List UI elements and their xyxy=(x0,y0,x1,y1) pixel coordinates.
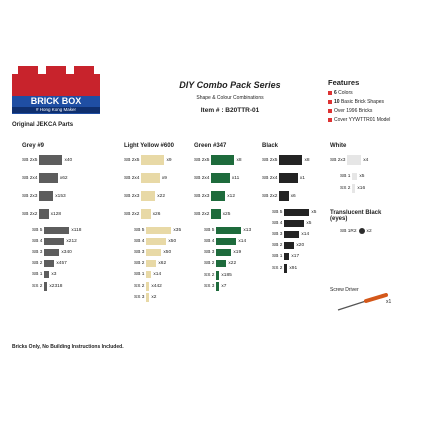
part-label: SB 2x3 xyxy=(22,193,38,199)
part-count: x35 xyxy=(173,228,182,233)
brick-swatch xyxy=(39,191,53,201)
part-count: x185 xyxy=(221,273,232,278)
brick-swatch xyxy=(146,293,149,302)
part-count: x6 xyxy=(290,193,296,199)
part-count: x7 xyxy=(221,284,227,289)
part-label: SB 3 xyxy=(134,250,145,255)
part-label: SB 2x4 xyxy=(262,175,278,181)
part-count: x2 xyxy=(366,228,372,234)
part-row xyxy=(204,260,236,267)
logo-band xyxy=(12,96,100,114)
page-title: DIY Combo Pack Series xyxy=(179,80,281,90)
part-count: x9 xyxy=(166,157,172,163)
part-label: SB 2x2 xyxy=(22,211,38,217)
part-row xyxy=(272,253,299,260)
feature-item: 6 Colors xyxy=(328,90,353,96)
part-count: x118 xyxy=(71,228,82,233)
part-count: x5 xyxy=(306,221,312,226)
tool-count: x1 xyxy=(386,299,392,305)
part-label: SB 1 xyxy=(272,254,283,259)
part-label: SB 1 xyxy=(340,174,351,179)
footer-note: Bricks Only, No Building Instructions Included. xyxy=(12,344,124,350)
brick-swatch xyxy=(141,209,150,219)
part-label: SB 3 xyxy=(32,250,43,255)
part-label: SB 5 xyxy=(32,228,43,233)
part-row xyxy=(22,191,66,201)
part-count: x14 xyxy=(153,272,162,277)
part-count: x13 xyxy=(243,228,252,233)
part-count: x442 xyxy=(151,284,162,289)
column-heading: Black xyxy=(262,143,279,149)
brick-swatch xyxy=(211,173,229,183)
part-label: SB 2 xyxy=(272,243,283,248)
part-row xyxy=(124,155,172,165)
part-row xyxy=(272,209,316,216)
brick-swatch xyxy=(211,191,225,201)
part-row xyxy=(262,173,305,183)
part-label: SB 1 xyxy=(32,272,43,277)
part-label: SB 2 xyxy=(204,261,215,266)
part-label: SS 2 xyxy=(272,266,283,271)
brick-swatch xyxy=(352,173,357,180)
features-heading: Features xyxy=(328,78,360,87)
part-label: SB 4 xyxy=(272,221,283,226)
brick-swatch xyxy=(347,155,361,165)
part-count: x26 xyxy=(152,211,161,217)
part-count: x212 xyxy=(66,239,77,244)
part-row xyxy=(262,191,296,201)
part-count: x40 xyxy=(64,157,73,163)
brick-swatch xyxy=(44,238,64,245)
part-count: x457 xyxy=(56,261,67,266)
logo-brick xyxy=(12,74,100,96)
brick-swatch xyxy=(39,155,62,165)
part-label: SB 4 xyxy=(204,239,215,244)
part-label: SB 2x2 xyxy=(124,211,140,217)
bullet-icon xyxy=(328,100,332,104)
brick-swatch xyxy=(44,260,54,267)
brick-swatch xyxy=(141,191,155,201)
part-row xyxy=(262,155,310,165)
column-heading: Green #347 xyxy=(194,143,227,149)
brick-swatch xyxy=(359,228,365,234)
part-label: SB 2x5 xyxy=(22,157,38,163)
brick-swatch xyxy=(279,173,297,183)
part-label: SB 2x3 xyxy=(194,193,210,199)
item-number: Item # : B20TTR-01 xyxy=(200,107,260,114)
part-label: SB 4 xyxy=(134,239,145,244)
column-heading: Translucent Black (eyes) xyxy=(330,210,382,222)
part-label: SS 3 xyxy=(134,295,145,300)
part-row xyxy=(32,260,67,267)
part-label: SB 2x5 xyxy=(194,157,210,163)
part-count: x11 xyxy=(231,175,240,181)
part-row xyxy=(330,155,368,165)
part-label: SB 4 xyxy=(32,239,43,244)
part-row xyxy=(134,227,181,234)
part-count: x1 xyxy=(299,175,305,181)
brick-swatch xyxy=(352,184,355,193)
part-row xyxy=(134,238,176,245)
brick-swatch xyxy=(44,271,49,278)
feature-item: Over 1996 Bricks xyxy=(328,108,372,114)
part-count: x17 xyxy=(291,254,300,259)
part-row xyxy=(134,260,166,267)
brick-swatch xyxy=(146,227,171,234)
part-count: x340 xyxy=(61,250,72,255)
brick-swatch xyxy=(284,253,289,260)
part-count: x20 xyxy=(296,243,305,248)
part-label: SB 2x4 xyxy=(124,175,140,181)
part-count: x91 xyxy=(289,266,298,271)
part-row xyxy=(134,293,156,302)
part-count: x3 xyxy=(51,272,57,277)
feature-item: Cover YYWTTR01 Model xyxy=(328,117,390,123)
part-count: x8 xyxy=(236,157,242,163)
part-row xyxy=(272,264,297,273)
brick-swatch xyxy=(146,271,151,278)
part-label: SB 2 xyxy=(32,261,43,266)
page-subtitle: Shape & Colour Combinations xyxy=(196,95,264,101)
part-count: x128 xyxy=(50,211,62,217)
part-row xyxy=(204,249,241,256)
part-row xyxy=(22,209,61,219)
brick-swatch xyxy=(284,231,299,238)
brand-logo xyxy=(12,74,100,122)
part-count: x2 xyxy=(151,295,157,300)
brick-swatch xyxy=(216,249,231,256)
part-row xyxy=(134,249,171,256)
part-row xyxy=(340,228,372,234)
part-label: SB 2x2 xyxy=(262,193,278,199)
bullet-icon xyxy=(328,91,332,95)
bullet-icon xyxy=(328,118,332,122)
brick-swatch xyxy=(211,155,234,165)
part-row xyxy=(194,191,235,201)
part-count: x8 xyxy=(304,157,310,163)
part-label: SB 5 xyxy=(134,228,145,233)
logo-tag: # Hong Kong Maker xyxy=(12,107,100,113)
screw-driver xyxy=(330,287,398,315)
brick-swatch xyxy=(44,227,69,234)
logo-brand: BRICK BOX xyxy=(30,96,82,106)
part-row xyxy=(124,209,160,219)
part-count: x19 xyxy=(233,250,242,255)
part-count: x4 xyxy=(363,157,369,163)
part-row xyxy=(32,227,81,234)
brick-swatch xyxy=(146,282,149,291)
part-label: SS 2 xyxy=(134,284,145,289)
bullet-icon xyxy=(328,109,332,113)
part-count: x16 xyxy=(357,186,366,191)
part-label: SB 3 xyxy=(204,250,215,255)
brick-swatch xyxy=(146,260,156,267)
part-label: SB 2x3 xyxy=(124,193,140,199)
part-count: x62 xyxy=(59,175,68,181)
part-count: x22 xyxy=(157,193,165,199)
part-row xyxy=(272,220,311,227)
brick-swatch xyxy=(44,249,59,256)
part-label: SB 2x2 xyxy=(194,211,210,217)
part-count: x50 xyxy=(163,250,172,255)
brick-swatch xyxy=(279,191,288,201)
part-row xyxy=(32,282,62,291)
brick-swatch xyxy=(284,264,287,273)
part-row xyxy=(124,191,165,201)
part-count: x50 xyxy=(168,239,177,244)
part-row xyxy=(32,238,77,245)
part-label: SB 3 xyxy=(272,232,283,237)
brick-swatch xyxy=(141,173,159,183)
part-label: SS 2 xyxy=(340,186,351,191)
part-label: SB 1R2 xyxy=(340,228,357,234)
brick-swatch xyxy=(44,282,47,291)
part-label: SS 2 xyxy=(204,273,215,278)
brick-swatch xyxy=(216,260,226,267)
part-count: x62 xyxy=(158,261,167,266)
part-label: SB 5 xyxy=(272,210,283,215)
feature-item: 10 Basic Brick Shapes xyxy=(328,99,384,105)
brick-swatch xyxy=(279,155,302,165)
part-row xyxy=(272,231,309,238)
part-row xyxy=(22,155,72,165)
part-count: x2318 xyxy=(49,284,63,289)
part-row xyxy=(194,173,239,183)
logo-caption: Original JEKCA Parts xyxy=(12,122,74,128)
part-label: SS 2 xyxy=(32,284,43,289)
part-row xyxy=(340,184,365,193)
part-count: x5 xyxy=(311,210,317,215)
tool-label: Screw Driver xyxy=(330,287,359,293)
part-count: x14 xyxy=(238,239,247,244)
part-row xyxy=(204,271,232,280)
brick-swatch xyxy=(39,173,57,183)
part-label: SB 2x3 xyxy=(330,157,346,163)
brick-swatch xyxy=(146,238,166,245)
column-heading: Grey #9 xyxy=(22,143,45,149)
part-row xyxy=(204,238,246,245)
part-label: SS 3 xyxy=(204,284,215,289)
part-label: SB 2x4 xyxy=(22,175,38,181)
brick-swatch xyxy=(146,249,161,256)
part-row xyxy=(340,173,364,180)
part-count: x153 xyxy=(55,193,66,199)
brick-swatch xyxy=(216,282,219,291)
part-count: x9 xyxy=(161,175,167,181)
part-row xyxy=(204,282,226,291)
part-label: SB 2x5 xyxy=(124,157,140,163)
part-label: SB 2 xyxy=(134,261,145,266)
part-count: x25 xyxy=(222,211,231,217)
part-row xyxy=(272,242,304,249)
part-count: x5 xyxy=(359,174,365,179)
brick-swatch xyxy=(216,271,219,280)
brick-swatch xyxy=(141,155,164,165)
part-row xyxy=(134,271,161,278)
brick-swatch xyxy=(284,242,294,249)
part-label: SB 1 xyxy=(134,272,145,277)
part-row xyxy=(32,249,72,256)
brick-swatch xyxy=(211,209,220,219)
part-label: SB 2x4 xyxy=(194,175,210,181)
part-row xyxy=(194,209,230,219)
brick-swatch xyxy=(39,209,48,219)
part-row xyxy=(32,271,56,278)
part-label: SB 5 xyxy=(204,228,215,233)
part-count: x12 xyxy=(227,193,235,199)
part-row xyxy=(134,282,162,291)
part-row xyxy=(22,173,68,183)
part-row xyxy=(204,227,251,234)
brick-swatch xyxy=(216,227,241,234)
brick-swatch xyxy=(216,238,236,245)
part-label: SB 2x5 xyxy=(262,157,278,163)
part-count: x22 xyxy=(228,261,237,266)
part-row xyxy=(194,155,242,165)
brick-swatch xyxy=(284,209,309,216)
column-heading: White xyxy=(330,143,347,149)
part-count: x14 xyxy=(301,232,310,237)
brick-swatch xyxy=(284,220,304,227)
part-row xyxy=(124,173,167,183)
column-heading: Light Yellow #600 xyxy=(124,143,174,149)
